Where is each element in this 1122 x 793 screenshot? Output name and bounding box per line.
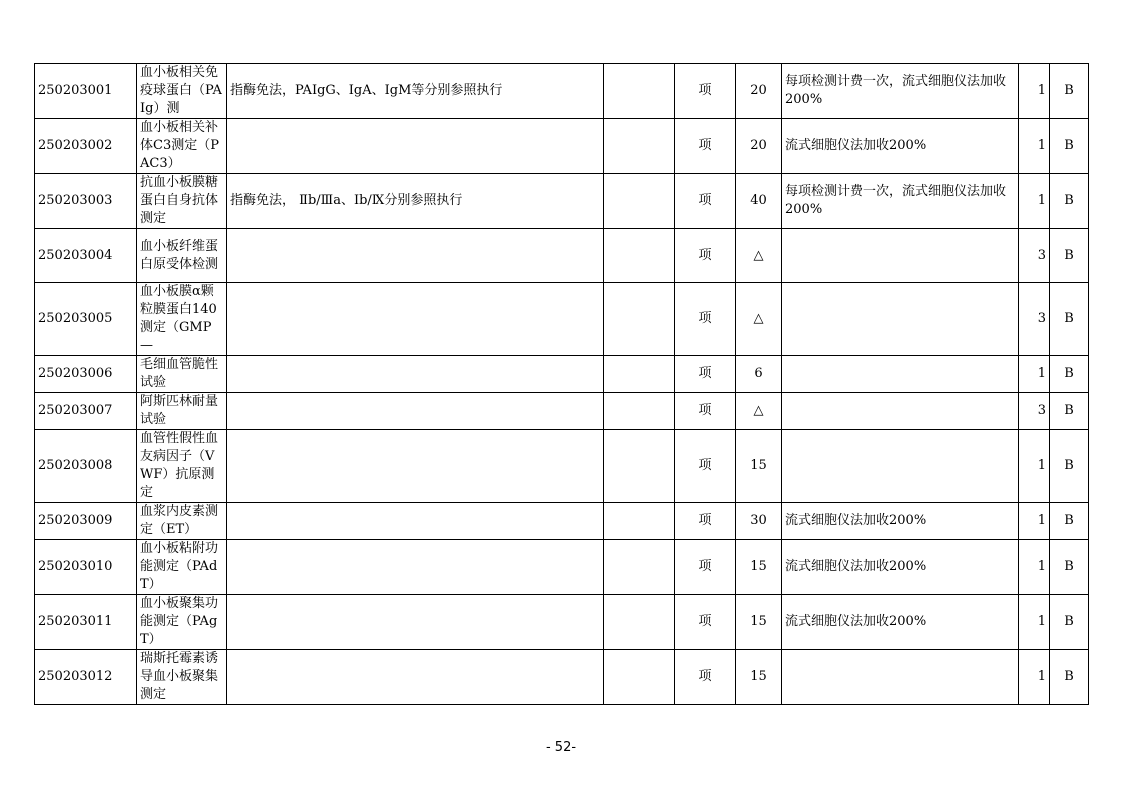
item-content-cell: [227, 430, 604, 503]
item-price-cell: 20: [736, 119, 782, 174]
item-note-cell: 流式细胞仪法加收200%: [782, 119, 1019, 174]
item-note-cell: [782, 650, 1019, 705]
item-code-cell: 250203009: [35, 503, 137, 540]
item-category-cell: 1: [1019, 650, 1050, 705]
table-row: [35, 283, 1089, 356]
table-row: [35, 503, 1089, 540]
item-level-cell: B: [1050, 283, 1089, 356]
item-price-cell: 15: [736, 595, 782, 650]
table-row: [35, 595, 1089, 650]
item-price-cell: 6: [736, 356, 782, 393]
table-row: [35, 356, 1089, 393]
item-content-cell: [227, 393, 604, 430]
table-row: [35, 64, 1089, 119]
table-row: [35, 119, 1089, 174]
item-name-cell: 血小板膜α颗粒膜蛋白140测定（GMP—: [137, 283, 227, 356]
item-exclusion-cell: [604, 503, 675, 540]
item-unit-cell: 项: [675, 283, 736, 356]
item-price-cell: 30: [736, 503, 782, 540]
table-row: [35, 540, 1089, 595]
item-level-cell: B: [1050, 650, 1089, 705]
item-content-cell: 指酶免法，PAIgG、IgA、IgM等分别参照执行: [227, 64, 604, 119]
item-category-cell: 3: [1019, 393, 1050, 430]
item-exclusion-cell: [604, 595, 675, 650]
item-unit-cell: 项: [675, 503, 736, 540]
item-unit-cell: 项: [675, 229, 736, 283]
item-name-cell: 血浆内皮素测定（ET）: [137, 503, 227, 540]
item-unit-cell: 项: [675, 64, 736, 119]
item-level-cell: B: [1050, 595, 1089, 650]
table-body: [35, 64, 1089, 705]
table-row: [35, 430, 1089, 503]
item-category-cell: 1: [1019, 503, 1050, 540]
item-category-cell: 1: [1019, 174, 1050, 229]
item-price-cell: 40: [736, 174, 782, 229]
item-price-cell: 15: [736, 650, 782, 705]
item-exclusion-cell: [604, 119, 675, 174]
item-level-cell: B: [1050, 503, 1089, 540]
item-name-cell: 瑞斯托霉素诱导血小板聚集测定: [137, 650, 227, 705]
item-exclusion-cell: [604, 283, 675, 356]
item-code-cell: 250203012: [35, 650, 137, 705]
item-note-cell: [782, 393, 1019, 430]
item-name-cell: 阿斯匹林耐量试验: [137, 393, 227, 430]
item-name-cell: 血小板聚集功能测定（PAgT）: [137, 595, 227, 650]
table-row: [35, 393, 1089, 430]
item-price-cell: △: [736, 283, 782, 356]
item-level-cell: B: [1050, 430, 1089, 503]
item-name-cell: 毛细血管脆性试验: [137, 356, 227, 393]
item-code-cell: 250203004: [35, 229, 137, 283]
item-level-cell: B: [1050, 119, 1089, 174]
item-unit-cell: 项: [675, 174, 736, 229]
item-category-cell: 1: [1019, 540, 1050, 595]
item-name-cell: 血小板相关补体C3测定（PAC3）: [137, 119, 227, 174]
item-content-cell: [227, 595, 604, 650]
item-exclusion-cell: [604, 430, 675, 503]
item-note-cell: 每项检测计费一次，流式细胞仪法加收200%: [782, 64, 1019, 119]
item-category-cell: 3: [1019, 229, 1050, 283]
item-name-cell: 血管性假性血友病因子（VWF）抗原测定: [137, 430, 227, 503]
item-note-cell: [782, 356, 1019, 393]
item-code-cell: 250203003: [35, 174, 137, 229]
item-level-cell: B: [1050, 64, 1089, 119]
item-price-cell: 15: [736, 540, 782, 595]
item-price-cell: △: [736, 229, 782, 283]
page-number: - 52-: [545, 740, 577, 755]
item-unit-cell: 项: [675, 119, 736, 174]
item-exclusion-cell: [604, 356, 675, 393]
item-content-cell: [227, 283, 604, 356]
item-code-cell: 250203010: [35, 540, 137, 595]
item-content-cell: [227, 229, 604, 283]
item-code-cell: 250203011: [35, 595, 137, 650]
item-unit-cell: 项: [675, 356, 736, 393]
item-content-cell: [227, 356, 604, 393]
item-exclusion-cell: [604, 229, 675, 283]
item-unit-cell: 项: [675, 393, 736, 430]
item-exclusion-cell: [604, 174, 675, 229]
table-row: [35, 174, 1089, 229]
item-note-cell: 每项检测计费一次，流式细胞仪法加收200%: [782, 174, 1019, 229]
item-name-cell: 血小板纤维蛋白原受体检测: [137, 229, 227, 283]
item-category-cell: 1: [1019, 595, 1050, 650]
item-level-cell: B: [1050, 356, 1089, 393]
item-code-cell: 250203002: [35, 119, 137, 174]
item-content-cell: [227, 650, 604, 705]
item-content-cell: [227, 119, 604, 174]
item-note-cell: 流式细胞仪法加收200%: [782, 540, 1019, 595]
item-unit-cell: 项: [675, 595, 736, 650]
item-price-cell: 15: [736, 430, 782, 503]
item-level-cell: B: [1050, 174, 1089, 229]
item-exclusion-cell: [604, 393, 675, 430]
item-note-cell: 流式细胞仪法加收200%: [782, 503, 1019, 540]
item-category-cell: 1: [1019, 119, 1050, 174]
item-note-cell: [782, 283, 1019, 356]
item-note-cell: 流式细胞仪法加收200%: [782, 595, 1019, 650]
item-level-cell: B: [1050, 229, 1089, 283]
item-code-cell: 250203008: [35, 430, 137, 503]
item-content-cell: 指酶免法， Ⅱb/Ⅲa、Ⅰb/Ⅸ分别参照执行: [227, 174, 604, 229]
item-price-cell: △: [736, 393, 782, 430]
item-code-cell: 250203001: [35, 64, 137, 119]
item-name-cell: 血小板粘附功能测定（PAdT）: [137, 540, 227, 595]
item-unit-cell: 项: [675, 430, 736, 503]
item-category-cell: 3: [1019, 283, 1050, 356]
item-category-cell: 1: [1019, 356, 1050, 393]
fee-table: [34, 63, 1089, 705]
table-row: [35, 229, 1089, 283]
item-note-cell: [782, 430, 1019, 503]
item-name-cell: 血小板相关免疫球蛋白（PAIg）测: [137, 64, 227, 119]
item-level-cell: B: [1050, 393, 1089, 430]
item-code-cell: 250203007: [35, 393, 137, 430]
item-code-cell: 250203006: [35, 356, 137, 393]
item-category-cell: 1: [1019, 430, 1050, 503]
table-row: [35, 650, 1089, 705]
item-unit-cell: 项: [675, 540, 736, 595]
item-note-cell: [782, 229, 1019, 283]
item-exclusion-cell: [604, 540, 675, 595]
item-unit-cell: 项: [675, 650, 736, 705]
item-content-cell: [227, 503, 604, 540]
item-price-cell: 20: [736, 64, 782, 119]
item-content-cell: [227, 540, 604, 595]
item-name-cell: 抗血小板膜糖蛋白自身抗体测定: [137, 174, 227, 229]
item-category-cell: 1: [1019, 64, 1050, 119]
item-level-cell: B: [1050, 540, 1089, 595]
item-exclusion-cell: [604, 650, 675, 705]
item-code-cell: 250203005: [35, 283, 137, 356]
item-exclusion-cell: [604, 64, 675, 119]
